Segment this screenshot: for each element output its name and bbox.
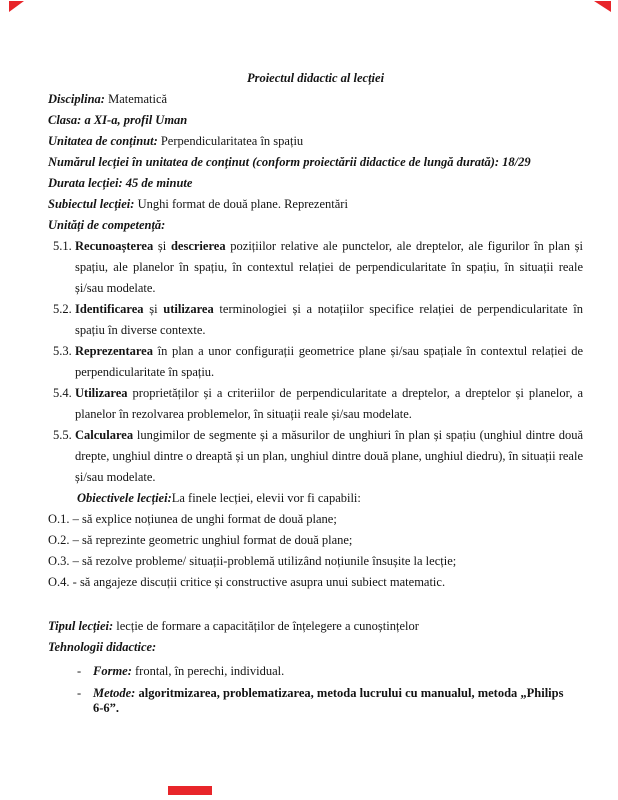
meta-line-clasa: Clasa: a XI-a, profil Uman: [48, 113, 188, 127]
red-crop-mark-top-right: [594, 1, 611, 12]
lesson-type-line: Tipul lecției: lecție de formare a capacităților de înțelegere a cunoștințelor: [48, 619, 419, 633]
document-body: [48, 68, 583, 717]
competency-item: [48, 299, 583, 341]
competency-number: 5.4.: [53, 386, 72, 400]
page-title: Proiectul didactic al lecției: [246, 71, 385, 85]
competency-item: [48, 236, 583, 299]
competency-item: [48, 341, 583, 383]
competency-item: [48, 383, 583, 425]
red-crop-mark-top-left: [9, 1, 24, 12]
objective-line: O.4. - să angajeze discuții critice și constructive asupra unui subiect matematic.: [48, 575, 446, 589]
bullet-dash: -: [77, 685, 82, 700]
competency-number: 5.2.: [53, 302, 72, 316]
competency-number: 5.5.: [53, 428, 72, 442]
competency-number: 5.1.: [53, 239, 72, 253]
competency-text: Reprezentarea în plan a unor configurații geometrice plane și/sau spațiale în contextul relației de perpendicularitate în spațiu.: [75, 344, 583, 379]
objective-line: O.2. – să reprezinte geometric unghiul format de două plane;: [48, 533, 353, 547]
competency-text: Identificarea și utilizarea terminologiei și a notațiilor specifice relației de perpendicularitate în spațiu în diverse contexte.: [75, 302, 583, 337]
meta-line-unitatea: Unitatea de conținut: Perpendicularitatea în spațiu: [48, 134, 304, 148]
meta-line-disciplina: Disciplina: Matematică: [48, 92, 168, 106]
competency-heading: Unități de competență:: [48, 218, 166, 232]
red-mark-bottom: [168, 786, 212, 795]
objectives-intro: Obiectivele lecției:La finele lecției, elevii vor fi capabili:: [77, 491, 361, 505]
bullet-text: Metode: algoritmizarea, problematizarea, metoda lucrului cu manualul, metoda „Philips 6-6”.: [93, 685, 564, 715]
objective-line: O.3. – să rezolve probleme/ situații-problemă utilizând noțiunile însușite la lecție;: [48, 554, 457, 568]
competency-text: Calcularea lungimilor de segmente și a măsurilor de unghiuri în plan și spațiu (unghiul dintre două drepte, unghiul dintre o dreaptă și un plan, unghiul dintre două plane, unghiul diedru), în situații reale și/sau modelate.: [75, 428, 583, 484]
competency-text: Recunoașterea și descrierea pozițiilor relative ale punctelor, ale dreptelor, ale figurilor în plan și spațiu, ale planelor în spațiu, în contextul relației de perpendicularitate în spațiu, în situații reale și/sau modelate.: [75, 239, 583, 295]
competency-text: Utilizarea proprietăților și a criteriilor de perpendicularitate a dreptelor, a dreptelor și planelor, a planelor în rezolvarea problemelor, în situații reale și/sau modelate.: [75, 386, 583, 421]
meta-line-durata: Durata lecției: 45 de minute: [48, 176, 193, 190]
competency-item: [48, 425, 583, 488]
bullet-item-forme: [48, 664, 583, 680]
meta-line-numarul: Numărul lecției în unitatea de conținut (conform proiectării didactice de lungă durată): 18/29: [48, 155, 531, 169]
bullet-item-metode: [48, 686, 583, 717]
objective-line: O.1. – să explice noțiunea de unghi format de două plane;: [48, 512, 337, 526]
competency-number: 5.3.: [53, 344, 72, 358]
meta-line-subiectul: Subiectul lecției: Unghi format de două plane. Reprezentări: [48, 197, 348, 211]
technologies-heading: Tehnologii didactice:: [48, 640, 157, 654]
bullet-dash: -: [77, 664, 82, 678]
bullet-text: Forme: frontal, în perechi, individual.: [93, 664, 285, 678]
